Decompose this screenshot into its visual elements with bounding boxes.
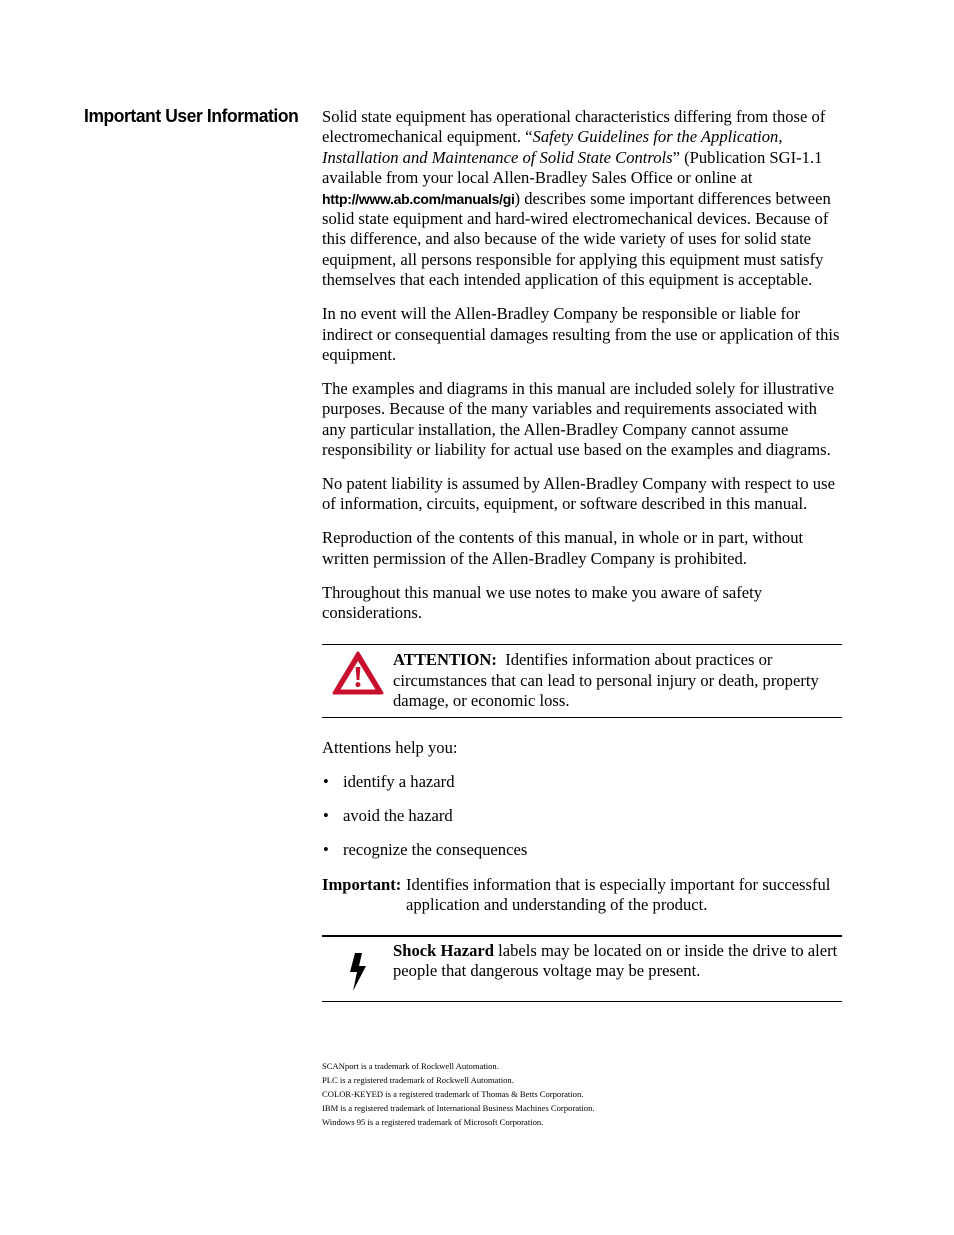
list-item: • recognize the consequences bbox=[322, 840, 842, 860]
attention-box bbox=[322, 644, 842, 717]
shock-hazard-box bbox=[322, 935, 842, 1002]
trademark-line: SCANport is a trademark of Rockwell Automation. bbox=[322, 1061, 499, 1071]
safety-notes-paragraph: Throughout this manual we use notes to make you aware of safety considerations. bbox=[322, 582, 763, 623]
trademark-line: Windows 95 is a registered trademark of Microsoft Corporation. bbox=[322, 1117, 544, 1127]
trademark-line: PLC is a registered trademark of Rockwell Automation. bbox=[322, 1075, 514, 1085]
list-item: • identify a hazard bbox=[322, 772, 842, 792]
list-item: • avoid the hazard bbox=[322, 806, 842, 826]
intro-text-after: ) describes some important differences between solid state equipment and hard-wired electromechanical devices. Because of this difference, and also because of the wide variety of uses for solid state equipment, all persons responsible for applying this equipment must satisfy themselves that each intended application of this equipment is acceptable. bbox=[322, 188, 831, 290]
attention-text-block bbox=[393, 650, 842, 711]
intro-text-middle: ” (Publication SGI-1.1 available from your local Allen-Bradley Sales Office or online at bbox=[322, 147, 823, 188]
attentions-intro: Attentions help you: bbox=[322, 737, 458, 757]
content-column bbox=[322, 107, 842, 1022]
intro-text-before: Solid state equipment has operational characteristics differing from those of electromechanical equipment. “ bbox=[322, 107, 826, 147]
trademark-line: IBM is a registered trademark of International Business Machines Corporation. bbox=[322, 1103, 595, 1113]
patent-paragraph: No patent liability is assumed by Allen-Bradley Company with respect to use of information, circuits, equipment, or software described in this manual. bbox=[322, 474, 835, 514]
shock-label: Shock Hazard bbox=[393, 940, 494, 960]
trademark-line: COLOR-KEYED is a registered trademark of Thomas & Betts Corporation. bbox=[322, 1089, 584, 1099]
important-label: Important: bbox=[322, 874, 402, 894]
attention-bullet-list bbox=[322, 772, 842, 861]
warning-triangle-icon bbox=[322, 650, 393, 696]
attention-text: Identifies information about practices or circumstances that can lead to personal injury or death, property damage, or economic loss. bbox=[393, 650, 819, 711]
manuals-url: http://www.ab.com/manuals/gi bbox=[322, 190, 515, 207]
guidelines-title: Safety Guidelines for the Application, Installation and Maintenance of Solid State Controls bbox=[322, 127, 783, 167]
shock-text: labels may be located on or inside the drive to alert people that dangerous voltage may be present. bbox=[393, 940, 838, 980]
examples-paragraph: The examples and diagrams in this manual are included solely for illustrative purposes. Because of the many variables and requirements associated with any particular installation, the Allen-Bradley Company cannot assume responsibility or liability for actual use based on the examples and diagrams. bbox=[322, 378, 834, 460]
shock-text-block bbox=[393, 941, 842, 982]
intro-paragraph bbox=[322, 107, 842, 291]
important-note bbox=[322, 875, 842, 916]
section-heading: Important User Information bbox=[84, 105, 299, 126]
liability-paragraph: In no event will the Allen-Bradley Company be responsible or liable for indirect or consequential damages resulting from the use or application of this equipment. bbox=[322, 304, 840, 364]
reproduction-paragraph: Reproduction of the contents of this manual, in whole or in part, without written permission of the Allen-Bradley Company is prohibited. bbox=[322, 528, 804, 568]
lightning-bolt-icon bbox=[322, 941, 393, 993]
important-text: Identifies information that is especially important for successful application and understanding of the product. bbox=[406, 874, 831, 915]
trademark-notices bbox=[322, 1059, 842, 1129]
attention-label: ATTENTION: bbox=[393, 650, 497, 670]
